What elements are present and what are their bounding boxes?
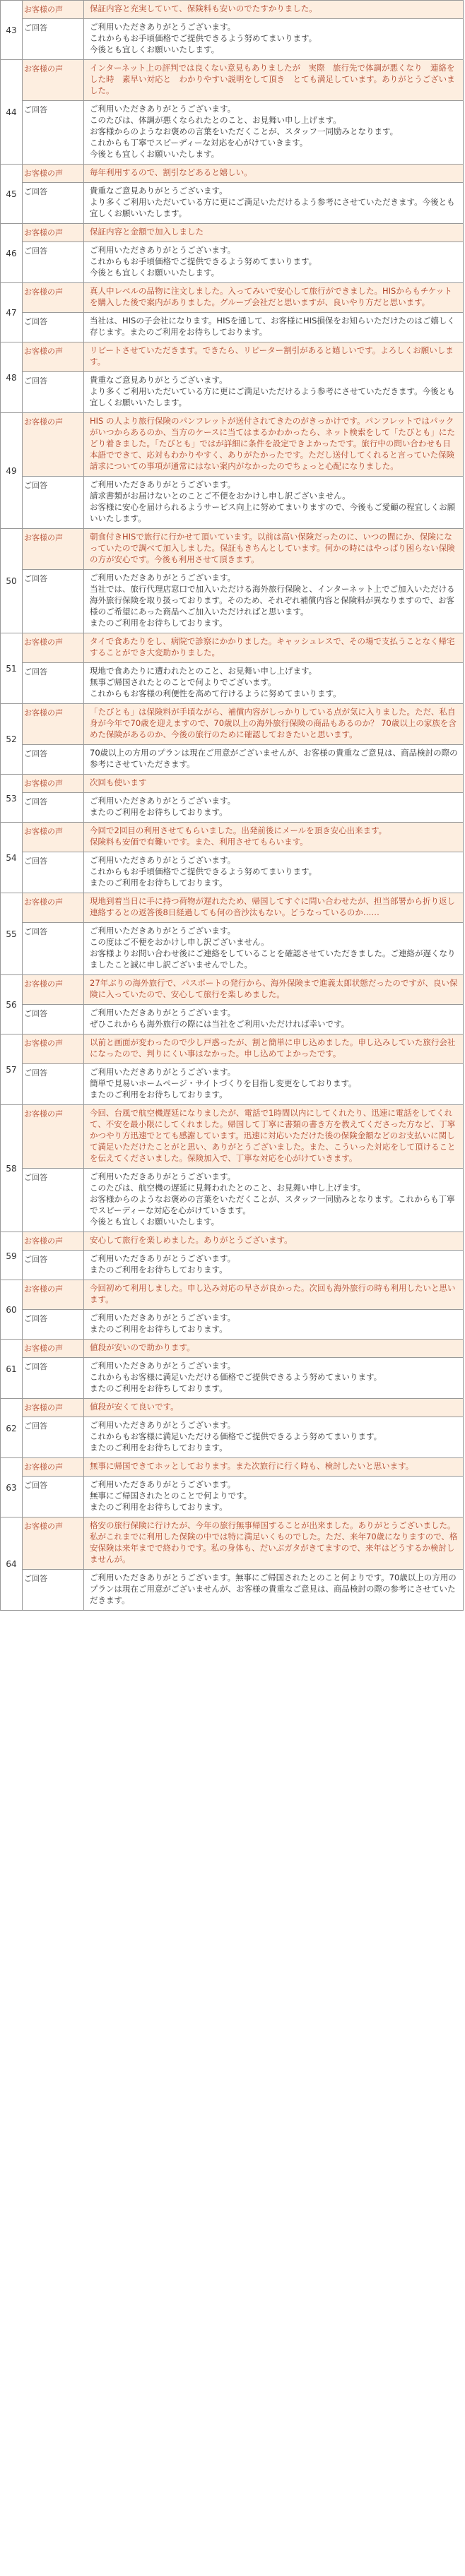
customer-voice-label: お客様の声 — [23, 1399, 84, 1417]
customer-voice-text: 今回、台風で航空機遅延になりましたが、電話で1時間以内にしてくれたり、迅速に電話をしてくれて、不安を最小限にしてくれました。帰国して丁寧に書類の書き方を教えてくださった方など、丁寧かつやり方迅速でとても感謝しています。迅速に対応いただけた後の保険金額などのお支払いに関して満足いただけたことがと思い、ありがとうございました。また、こういった対応をして頂けることを伝えてくださいました。保険加入で、丁寧な対応を心がけていきます。 — [84, 1105, 464, 1169]
customer-voice-label: お客様の声 — [23, 893, 84, 923]
review-voice-row — [1, 342, 464, 372]
reply-text: ご利用いただきありがとうございます。 またのご利用をお待ちしております。 — [84, 1310, 464, 1340]
review-number: 51 — [1, 633, 23, 704]
customer-voice-label: お客様の声 — [23, 283, 84, 313]
reply-text: ご利用いただきありがとうございます。 これからもお手頃価格でご提供できるよう努めてまいります。 今後とも宜しくお願いいたします。 — [84, 19, 464, 60]
reply-label: ご回答 — [23, 1064, 84, 1105]
review-number: 56 — [1, 975, 23, 1034]
reply-label: ご回答 — [23, 852, 84, 893]
customer-voice-text: タイで食あたりをし、病院で診察にかかりました。キャッシュレスで、その場で支払うことなく帰宅することができ大変助かりました。 — [84, 633, 464, 663]
customer-voice-label: お客様の声 — [23, 704, 84, 745]
review-reply-row — [1, 852, 464, 893]
review-voice-row — [1, 1517, 464, 1570]
reply-text: ご利用いただきありがとうございます。 このたびは、航空機の遅延に見舞われたとのこと、お見舞い申し上げます。 お客様からのようなお褒めの言葉をいただくことが、スタッフ一同励みとなります。これからも丁寧でスピーディーな対応を心がけていきます。 今後とも宜しくお願いいたします。 — [84, 1169, 464, 1232]
review-voice-row — [1, 704, 464, 745]
review-voice-row — [1, 224, 464, 242]
review-voice-row — [1, 1399, 464, 1417]
review-number: 47 — [1, 283, 23, 342]
customer-voice-label: お客様の声 — [23, 633, 84, 663]
review-reply-row — [1, 1417, 464, 1458]
reply-text: 70歳以上の方用のプランは現在ご用意がございませんが、お客様の貴重なご意見は、商品検討の際の参考にさせていただきます。 — [84, 745, 464, 775]
customer-voice-text: 朝食付きHISで旅行に行かせて頂いています。以前は高い保険だったのに、いつの間にか、保険になっていたので調べて加入しました。保証もきちんとしています。何かの時にはやっぱり困らない保険の方が安心です。今後も利用させて頂きます。 — [84, 529, 464, 570]
reply-label: ご回答 — [23, 372, 84, 413]
reply-label: ご回答 — [23, 313, 84, 342]
reply-text: ご利用いただきありがとうございます。 またのご利用をお待ちしております。 — [84, 793, 464, 823]
review-reply-row — [1, 1064, 464, 1105]
review-reply-row — [1, 1570, 464, 1611]
review-voice-row — [1, 823, 464, 852]
customer-voice-label: お客様の声 — [23, 60, 84, 101]
review-number: 50 — [1, 529, 23, 633]
reply-text: ご利用いただきありがとうございます。無事にご帰国されたとのこと何よりです。70歳以上の方用のプランは現在ご用意がございませんが、お客様の貴重なご意見は、商品検討の際の参考にさせていただきます。 — [84, 1570, 464, 1611]
review-voice-row — [1, 775, 464, 793]
customer-voice-label: お客様の声 — [23, 775, 84, 793]
review-number: 62 — [1, 1399, 23, 1458]
reply-text: ご利用いただきありがとうございます。 またのご利用をお待ちしております。 — [84, 1251, 464, 1280]
customer-voice-label: お客様の声 — [23, 413, 84, 477]
reply-text: ご利用いただきありがとうございます。 このたびは、体調が悪くなられたとのこと、お見舞い申し上げます。 お客様からのようなお褒めの言葉をいただくことが、スタッフ一同励みとなります。 これからも丁寧でスピーディーな対応を心がけていきます。 今後とも宜しくお願いいたします。 — [84, 101, 464, 165]
customer-voice-text: 今回初めて利用しました。申し込み対応の早さが良かった。次回も海外旅行の時も利用したいと思います。 — [84, 1280, 464, 1310]
reply-text: ご利用いただきありがとうございます。 当社では、旅行代理店窓口で加入いただける海外旅行保険と、インターネット上でご加入いただける海外旅行保険を取り扱っております。そのため、それぞれ補償内容と保険料が異なりますので、お客様のご希望にあった商品へご加入いただければと思います。 またのご利用をお待ちしております。 — [84, 570, 464, 633]
review-number: 61 — [1, 1340, 23, 1399]
customer-voice-label: お客様の声 — [23, 165, 84, 183]
review-number: 49 — [1, 413, 23, 529]
reply-label: ご回答 — [23, 793, 84, 823]
reply-text: ご利用いただきありがとうございます。 これからもお客様に満足いただける価格でご提供できるよう努めてまいります。 またのご利用をお待ちしております。 — [84, 1358, 464, 1399]
customer-voice-label: お客様の声 — [23, 1517, 84, 1570]
review-number: 46 — [1, 224, 23, 283]
review-voice-row — [1, 529, 464, 570]
review-voice-row — [1, 283, 464, 313]
review-reply-row — [1, 19, 464, 60]
customer-voice-text: 格安の旅行保険に行けたが、今年の旅行無事帰国することが出来ました。ありがとうございました。私がこれまでに利用した保険の中では特に満足いくものでした。ただ、来年70歳になりますので、格安保険は来年までで終わりです。私の身体も、だいぶガタがきてますので、来年はどうするか検討しませんが。 — [84, 1517, 464, 1570]
review-reply-row — [1, 1310, 464, 1340]
review-reply-row — [1, 1005, 464, 1034]
review-number: 52 — [1, 704, 23, 775]
customer-voice-label: お客様の声 — [23, 224, 84, 242]
reply-text: 貴重なご意見ありがとうございます。 より多くご利用いただいている方に更にご満足いただけるよう参考にさせていただきます。今後とも宜しくお願いいたします。 — [84, 372, 464, 413]
review-number: 48 — [1, 342, 23, 413]
review-voice-row — [1, 1232, 464, 1251]
review-number: 57 — [1, 1034, 23, 1105]
review-voice-row — [1, 1034, 464, 1064]
review-reply-row — [1, 1251, 464, 1280]
review-number: 55 — [1, 893, 23, 975]
customer-voice-text: 27年ぶりの海外旅行で、パスポートの発行から、海外保険まで進義太郎状態だったのですが、良い保険に入っていたので、安心して旅行を楽しめました。 — [84, 975, 464, 1005]
review-reply-row — [1, 1169, 464, 1232]
customer-voice-text: HIS の人より旅行保険のパンフレットが送付されてきたのがきっかけです。パンフレットではパックがいつからあるのか、当方のケースに当てはまるかわかったら、ネット検索をして「たびとも」にたどり着きました。「たびとも」ではが詳細に条件を設定できよかったです。旅行中の問い合わせも日本語でできて、応対もわかりやすく、ありがたかったです。ただし送付してくれると言っていた保険請求についての事項が通常にはない案内がなかったのでちょっと心配になりました。 — [84, 413, 464, 477]
reply-text: ご利用いただきありがとうございます。 これからもお客様に満足いただける価格でご提供できるよう努めてまいります。 またのご利用をお待ちしております。 — [84, 1417, 464, 1458]
review-number: 59 — [1, 1232, 23, 1280]
reply-label: ご回答 — [23, 923, 84, 975]
customer-voice-label: お客様の声 — [23, 1, 84, 19]
review-number: 45 — [1, 165, 23, 224]
review-rows — [1, 1, 464, 1611]
reply-text: ご利用いただきありがとうございます。 簡単で見易いホームページ・サイトづくりを目指し変更をしております。 またのご利用をお待ちしております。 — [84, 1064, 464, 1105]
review-number: 53 — [1, 775, 23, 823]
review-reply-row — [1, 372, 464, 413]
reply-label: ご回答 — [23, 1251, 84, 1280]
customer-voice-label: お客様の声 — [23, 1280, 84, 1310]
review-reply-row — [1, 663, 464, 704]
customer-voice-label: お客様の声 — [23, 1105, 84, 1169]
reply-label: ご回答 — [23, 570, 84, 633]
reply-label: ご回答 — [23, 101, 84, 165]
customer-voice-text: インターネット上の評判では良くない意見もありましたが 実際 旅行先で体調が悪くなり 連絡をした時 素早い対応と わかりやすい説明をして頂き とても満足しています。ありがとうございました。 — [84, 60, 464, 101]
review-number: 60 — [1, 1280, 23, 1340]
customer-voice-text: 「たびとも」は保険料が手頃ながら、補償内容がしっかりしている点が気に入りました。ただ、私自身が今年で70歳を迎えますので、70歳以上の海外旅行保険の商品もあるのか？ 70歳以上の家族を含めた保険があるのか、今後の旅行のために確認しておきたいと思います。 — [84, 704, 464, 745]
reply-label: ご回答 — [23, 1169, 84, 1232]
customer-voice-text: 次回も使います — [84, 775, 464, 793]
review-reply-row — [1, 242, 464, 283]
review-reply-row — [1, 101, 464, 165]
customer-voice-label: お客様の声 — [23, 823, 84, 852]
reply-text: 当社は、HISの子会社になります。HISを通して、お客様にHIS損保をお知らいただけたのはご嬉しく存じます。またのご利用をお待ちしております。 — [84, 313, 464, 342]
customer-voice-text: 保証内容と金額で加入しました — [84, 224, 464, 242]
review-reply-row — [1, 793, 464, 823]
reply-label: ご回答 — [23, 19, 84, 60]
reply-text: ご利用いただきありがとうございます。 無事にご帰国されたとのことで何よりです。 またのご利用をお待ちしております。 — [84, 1477, 464, 1517]
customer-voice-label: お客様の声 — [23, 342, 84, 372]
reply-text: 現地で食あたりに遭われたとのこと、お見舞い申し上げます。 無事ご帰国されたとのことで何よりでございます。 これからもお客様の利便性を高めて行けるように努めてまいります。 — [84, 663, 464, 704]
customer-voice-text: 無事に帰国できてホッとしております。また次旅行に行く時も、検討したいと思います。 — [84, 1458, 464, 1477]
customer-voice-text: 値段が安いので助かります。 — [84, 1340, 464, 1358]
reply-text: 貴重なご意見ありがとうございます。 より多くご利用いただいている方に更にご満足いただけるよう参考にさせていただきます。今後とも宜しくお願いいたします。 — [84, 183, 464, 224]
review-reply-row — [1, 1477, 464, 1517]
review-voice-row — [1, 1458, 464, 1477]
review-voice-row — [1, 60, 464, 101]
reply-label: ご回答 — [23, 1417, 84, 1458]
review-voice-row — [1, 1340, 464, 1358]
customer-voice-label: お客様の声 — [23, 529, 84, 570]
reply-text: ご利用いただきありがとうございます。 この度はご不便をおかけし申し訳ございません。 お客様よりお問い合わせ後にご連絡をしていることを確認させていただきました。ご連絡が遅くなりましたこと誠に申し訳ございませんでした。 — [84, 923, 464, 975]
review-voice-row — [1, 1, 464, 19]
reply-label: ご回答 — [23, 1358, 84, 1399]
review-voice-row — [1, 893, 464, 923]
reply-text: ご利用いただきありがとうございます。 これからもお手頃価格でご提供できるよう努めてまいります。 今後とも宜しくお願いいたします。 — [84, 242, 464, 283]
review-number: 63 — [1, 1458, 23, 1517]
reply-text: ご利用いただきありがとうございます。 請求書類がお届けないとのことご不便をおかけし申し訳ございません。 お客様に安心を届けられるようサービス向上に努めてまいりますので、今後もご愛顧の程宜しくお願いいたします。 — [84, 477, 464, 529]
review-reply-row — [1, 745, 464, 775]
reply-label: ご回答 — [23, 1005, 84, 1034]
review-voice-row — [1, 413, 464, 477]
customer-voice-text: 値段が安くて良いです。 — [84, 1399, 464, 1417]
review-number: 44 — [1, 60, 23, 165]
reply-text: ご利用いただきありがとうございます。 これからもお手頃価格でご提供できるよう努めてまいります。 またのご利用をお待ちしております。 — [84, 852, 464, 893]
customer-voice-label: お客様の声 — [23, 1340, 84, 1358]
review-number: 64 — [1, 1517, 23, 1611]
customer-voice-text: 真人中レベルの品物に注文しました。入ってみいで安心して旅行ができました。HISからもチケットを購入した後で案内がありました。グループ会社だと思いますが、良いやり方だと思います。 — [84, 283, 464, 313]
review-voice-row — [1, 1280, 464, 1310]
review-reply-row — [1, 1358, 464, 1399]
reply-label: ご回答 — [23, 1477, 84, 1517]
customer-voice-text: リピートさせていただきます。できたら、リピーター割引があると嬉しいです。よろしくお願いします。 — [84, 342, 464, 372]
review-number: 43 — [1, 1, 23, 60]
customer-voice-label: お客様の声 — [23, 975, 84, 1005]
review-reply-row — [1, 313, 464, 342]
review-reply-row — [1, 570, 464, 633]
customer-voice-text: 以前と画面が変わったので少し戸惑ったが、割と簡単に申し込めました。申し込みしていた旅行会社になったので、判りにくい事はなかった。申し込めてよかったです。 — [84, 1034, 464, 1064]
customer-voice-label: お客様の声 — [23, 1232, 84, 1251]
review-number: 54 — [1, 823, 23, 893]
review-reply-row — [1, 477, 464, 529]
review-reply-row — [1, 183, 464, 224]
reply-label: ご回答 — [23, 1570, 84, 1611]
reply-text: ご利用いただきありがとうございます。 ぜひこれからも海外旅行の際には当社をご利用いただければ幸いです。 — [84, 1005, 464, 1034]
customer-voice-label: お客様の声 — [23, 1034, 84, 1064]
review-voice-row — [1, 165, 464, 183]
customer-voice-text: 保証内容と充実していて、保険料も安いのでたすかりました。 — [84, 1, 464, 19]
reply-label: ご回答 — [23, 1310, 84, 1340]
reply-label: ご回答 — [23, 663, 84, 704]
review-voice-row — [1, 1105, 464, 1169]
reply-label: ご回答 — [23, 183, 84, 224]
reply-label: ご回答 — [23, 477, 84, 529]
customer-voice-text: 今回で2回目の利用させてもらいました。出発前後にメールを頂き安心出来ます。 保険料も安価で有難いです。また、利用させてもらいます。 — [84, 823, 464, 852]
review-number: 58 — [1, 1105, 23, 1232]
customer-voice-text: 現地到着当日に手に持つ荷物が遅れたため、帰国してすぐに問い合わせたが、担当部署から折り返し連絡するとの返答後8日経過しても何の音沙汰もない。どうなっているのか…… — [84, 893, 464, 923]
reply-label: ご回答 — [23, 242, 84, 283]
customer-voice-label: お客様の声 — [23, 1458, 84, 1477]
reply-label: ご回答 — [23, 745, 84, 775]
customer-voice-text: 安心して旅行を楽しめました。ありがとうございます。 — [84, 1232, 464, 1251]
review-reply-row — [1, 923, 464, 975]
customer-voice-text: 毎年利用するので、割引などあると嬉しい。 — [84, 165, 464, 183]
review-voice-row — [1, 975, 464, 1005]
review-voice-row — [1, 633, 464, 663]
